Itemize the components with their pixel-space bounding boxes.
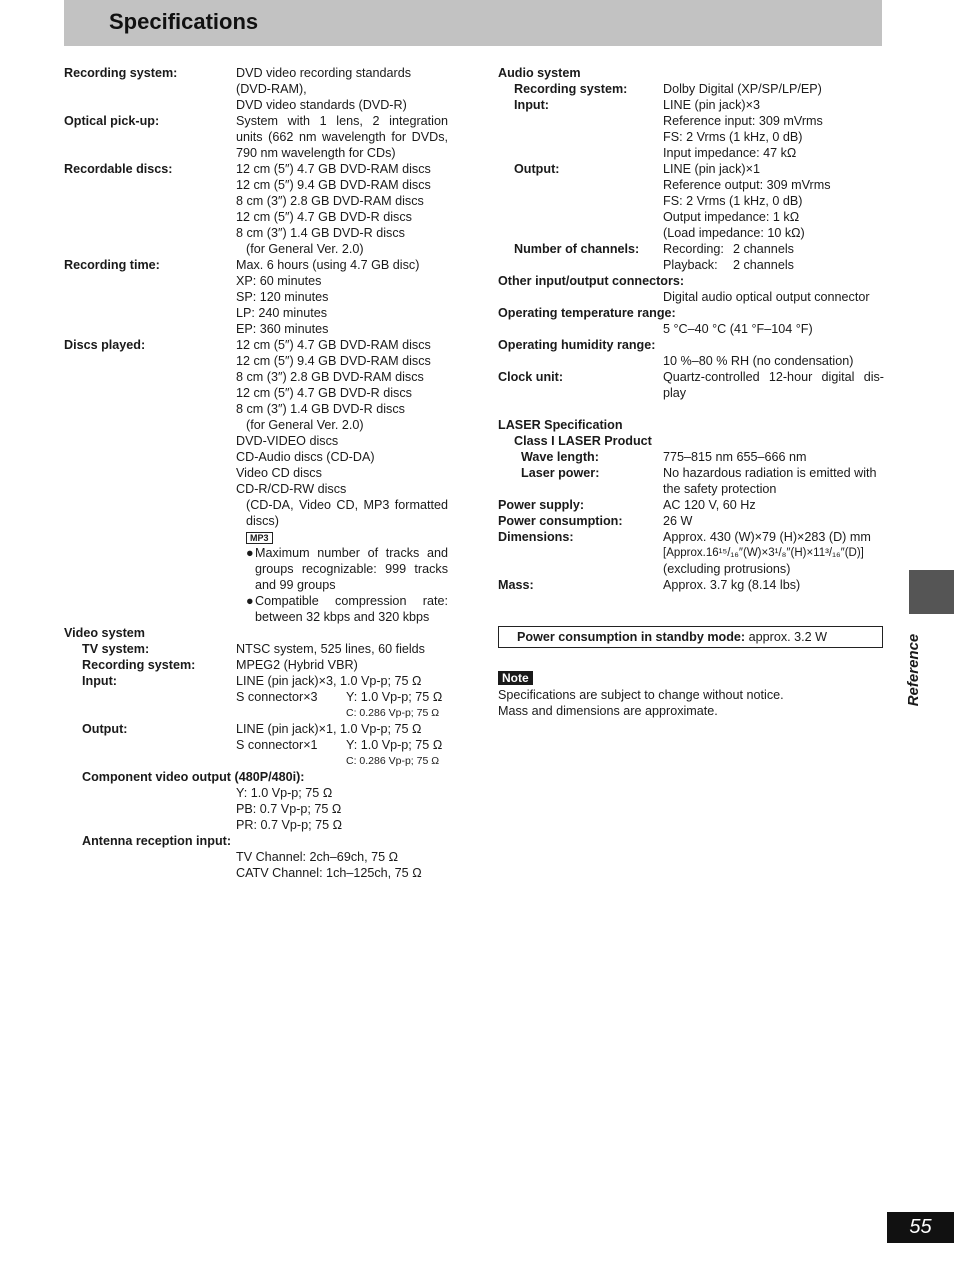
spec-value: 775–815 nm 655–666 nm — [663, 450, 807, 464]
spec-video-recording-system — [64, 657, 448, 673]
standby-power-box — [498, 626, 883, 648]
spec-label: Other input/output connectors: — [498, 274, 685, 288]
spec-value: PB: 0.7 Vp-p; 75 Ω — [236, 802, 342, 816]
spec-label: Operating temperature range: — [498, 306, 676, 320]
spec-label: Recordable discs: — [64, 162, 173, 176]
spec-label: Power consumption: — [498, 514, 623, 528]
spec-audio-input — [498, 97, 884, 161]
note-section — [498, 670, 878, 719]
spec-label: Output: — [82, 722, 128, 736]
spec-value: DVD video recording standards — [236, 66, 412, 80]
spec-value: 790 nm wavelength for CDs) — [236, 146, 396, 160]
spec-audio-recording-system — [498, 81, 884, 97]
spec-value: Quartz-controlled 12-hour digital dis- — [663, 370, 884, 384]
spec-label: Antenna reception input: — [82, 834, 232, 848]
spec-value: 2 channels — [733, 242, 794, 256]
spec-value: MPEG2 (Hybrid VBR) — [236, 658, 358, 672]
spec-tv-system — [64, 641, 448, 657]
spec-number-of-channels — [498, 241, 884, 273]
spec-value: TV Channel: 2ch–69ch, 75 Ω — [236, 850, 399, 864]
spec-value: (Load impedance: 10 kΩ) — [663, 226, 805, 240]
spec-label: Component video output (480P/480i): — [82, 770, 305, 784]
spec-value: (CD-DA, Video CD, MP3 formatted — [246, 498, 448, 512]
spec-dimensions — [498, 529, 884, 577]
spec-value: Max. 6 hours (using 4.7 GB disc) — [236, 258, 420, 272]
spec-value: PR: 0.7 Vp-p; 75 Ω — [236, 818, 343, 832]
spec-label: Recording system: — [514, 82, 628, 96]
page-title: Specifications — [109, 9, 259, 34]
spec-value: discs) — [246, 514, 279, 528]
spec-value: (for General Ver. 2.0) — [246, 418, 364, 432]
spec-value: (for General Ver. 2.0) — [246, 242, 364, 256]
spec-value: Y: 1.0 Vp-p; 75 Ω — [236, 786, 333, 800]
bullet-icon: ● — [246, 594, 254, 608]
spec-value: 12 cm (5″) 9.4 GB DVD-RAM discs — [236, 178, 431, 192]
spec-video-input — [64, 673, 448, 721]
section-tab-marker — [909, 570, 954, 614]
spec-label: Recording system: — [64, 66, 178, 80]
spec-value: XP: 60 minutes — [236, 274, 322, 288]
spec-value: LINE (pin jack)×1 — [663, 162, 760, 176]
spec-value: Video CD discs — [236, 466, 322, 480]
spec-label: TV system: — [82, 642, 150, 656]
bullet-icon: ● — [246, 546, 254, 560]
spec-value: EP: 360 minutes — [236, 322, 329, 336]
spec-clock-unit — [498, 369, 884, 401]
spec-label: Discs played: — [64, 338, 146, 352]
spec-value: LINE (pin jack)×3 — [663, 98, 760, 112]
spec-label: Operating humidity range: — [498, 338, 656, 352]
spec-value: System with 1 lens, 2 integration — [236, 114, 448, 128]
spec-value: C: 0.286 Vp-p; 75 Ω — [346, 707, 440, 719]
spec-power-supply — [498, 497, 884, 513]
spec-value: 12 cm (5″) 4.7 GB DVD-RAM discs — [236, 162, 431, 176]
spec-value: play — [663, 386, 687, 400]
spec-value: LP: 240 minutes — [236, 306, 328, 320]
spec-value: 5 °C–40 °C (41 °F–104 °F) — [663, 322, 813, 336]
spec-value: S connector×3 — [236, 690, 318, 704]
title-bar — [64, 0, 882, 46]
spec-label: Laser power: — [521, 466, 600, 480]
spec-value: Reference output: 309 mVrms — [663, 178, 831, 192]
page-number: 55 — [887, 1212, 954, 1243]
spec-value: DVD video standards (DVD-R) — [236, 98, 407, 112]
spec-value: 8 cm (3″) 1.4 GB DVD-R discs — [236, 226, 405, 240]
spec-laser-power — [498, 465, 884, 497]
standby-label: Power consumption in standby mode: — [517, 630, 746, 644]
spec-mass — [498, 577, 884, 593]
spec-value: 8 cm (3″) 2.8 GB DVD-RAM discs — [236, 370, 424, 384]
spec-value: the safety protection — [663, 482, 777, 496]
spec-optical-pickup — [64, 113, 448, 161]
spec-video-output — [64, 721, 448, 769]
note-line: Specifications are subject to change without notice. — [498, 688, 784, 702]
spec-label: Input: — [514, 98, 549, 112]
spec-value: Output impedance: 1 kΩ — [663, 210, 800, 224]
spec-value: Approx. 430 (W)×79 (H)×283 (D) mm — [663, 530, 871, 544]
spec-value: SP: 120 minutes — [236, 290, 329, 304]
spec-label: Dimensions: — [498, 530, 574, 544]
spec-value: C: 0.286 Vp-p; 75 Ω — [346, 755, 440, 767]
spec-value: units (662 nm wavelength for DVDs, — [236, 130, 448, 144]
spec-value: No hazardous radiation is emitted with — [663, 466, 877, 480]
spec-label: Number of channels: — [514, 242, 640, 256]
section-label: Reference — [905, 633, 922, 707]
spec-value: Recording: — [663, 242, 724, 256]
spec-value: FS: 2 Vrms (1 kHz, 0 dB) — [663, 130, 803, 144]
spec-value: 8 cm (3″) 1.4 GB DVD-R discs — [236, 402, 405, 416]
spec-audio-output — [498, 161, 884, 241]
laser-class: Class I LASER Product — [514, 434, 652, 448]
spec-value: 12 cm (5″) 4.7 GB DVD-RAM discs — [236, 338, 431, 352]
spec-value: 10 %–80 % RH (no condensation) — [663, 354, 854, 368]
spec-value: CD-R/CD-RW discs — [236, 482, 347, 496]
spec-value: LINE (pin jack)×3, 1.0 Vp-p; 75 Ω — [236, 674, 422, 688]
spec-power-consumption — [498, 513, 884, 529]
left-column — [64, 65, 448, 881]
spec-value: (excluding protrusions) — [663, 562, 791, 576]
spec-value: LINE (pin jack)×1, 1.0 Vp-p; 75 Ω — [236, 722, 422, 736]
spec-value: Input impedance: 47 kΩ — [663, 146, 797, 160]
audio-system-heading: Audio system — [498, 66, 581, 80]
spec-value: CD-Audio discs (CD-DA) — [236, 450, 375, 464]
spec-label: Optical pick-up: — [64, 114, 160, 128]
video-system-heading: Video system — [64, 626, 145, 640]
right-column — [498, 65, 884, 593]
spec-value: Approx. 3.7 kg (8.14 lbs) — [663, 578, 801, 592]
spec-value: 12 cm (5″) 9.4 GB DVD-RAM discs — [236, 354, 431, 368]
spec-recording-time — [64, 257, 448, 337]
spec-value: S connector×1 — [236, 738, 318, 752]
standby-value: approx. 3.2 W — [745, 630, 828, 644]
spec-recording-system — [64, 65, 448, 113]
spec-value: FS: 2 Vrms (1 kHz, 0 dB) — [663, 194, 803, 208]
spec-label: Clock unit: — [498, 370, 564, 384]
spec-value: [Approx.16¹⁵/₁₆″(W)×3¹/₈″(H)×11³/₁₆″(D)] — [663, 547, 864, 559]
laser-heading: LASER Specification — [498, 418, 623, 432]
note-line: Mass and dimensions are approximate. — [498, 704, 718, 718]
spec-label: Input: — [82, 674, 117, 688]
spec-value: Y: 1.0 Vp-p; 75 Ω — [346, 738, 443, 752]
mp3-badge: MP3 — [246, 532, 273, 544]
spec-value: Digital audio optical output connector — [663, 290, 870, 304]
note-badge: Note — [498, 671, 533, 685]
spec-value: 2 channels — [733, 258, 794, 272]
spec-label: Power supply: — [498, 498, 585, 512]
spec-value: Playback: — [663, 258, 718, 272]
spec-value: 12 cm (5″) 4.7 GB DVD-R discs — [236, 386, 412, 400]
spec-value: NTSC system, 525 lines, 60 fields — [236, 642, 425, 656]
spec-value: 12 cm (5″) 4.7 GB DVD-R discs — [236, 210, 412, 224]
spec-value: AC 120 V, 60 Hz — [663, 498, 756, 512]
spec-label: Recording system: — [82, 658, 196, 672]
spec-label: Wave length: — [521, 450, 599, 464]
bullet-item: ● Compatible compression rate: between 32 kbps and 320 kbps — [246, 594, 448, 624]
spec-value: 8 cm (3″) 2.8 GB DVD-RAM discs — [236, 194, 424, 208]
spec-value: (DVD-RAM), — [236, 82, 307, 96]
spec-label: Output: — [514, 162, 560, 176]
spec-value: CATV Channel: 1ch–125ch, 75 Ω — [236, 866, 422, 880]
spec-wave-length — [498, 449, 884, 465]
spec-label: Mass: — [498, 578, 534, 592]
spec-recordable-discs — [64, 161, 448, 257]
spec-value: DVD-VIDEO discs — [236, 434, 339, 448]
spec-value: Reference input: 309 mVrms — [663, 114, 823, 128]
spec-value: Y: 1.0 Vp-p; 75 Ω — [346, 690, 443, 704]
spec-value: Dolby Digital (XP/SP/LP/EP) — [663, 82, 822, 96]
spec-discs-played — [64, 337, 448, 625]
spec-value: 26 W — [663, 514, 693, 528]
bullet-item: ● Maximum number of tracks and groups recognizable: 999 tracks and 99 groups — [246, 546, 448, 592]
spec-label: Recording time: — [64, 258, 160, 272]
